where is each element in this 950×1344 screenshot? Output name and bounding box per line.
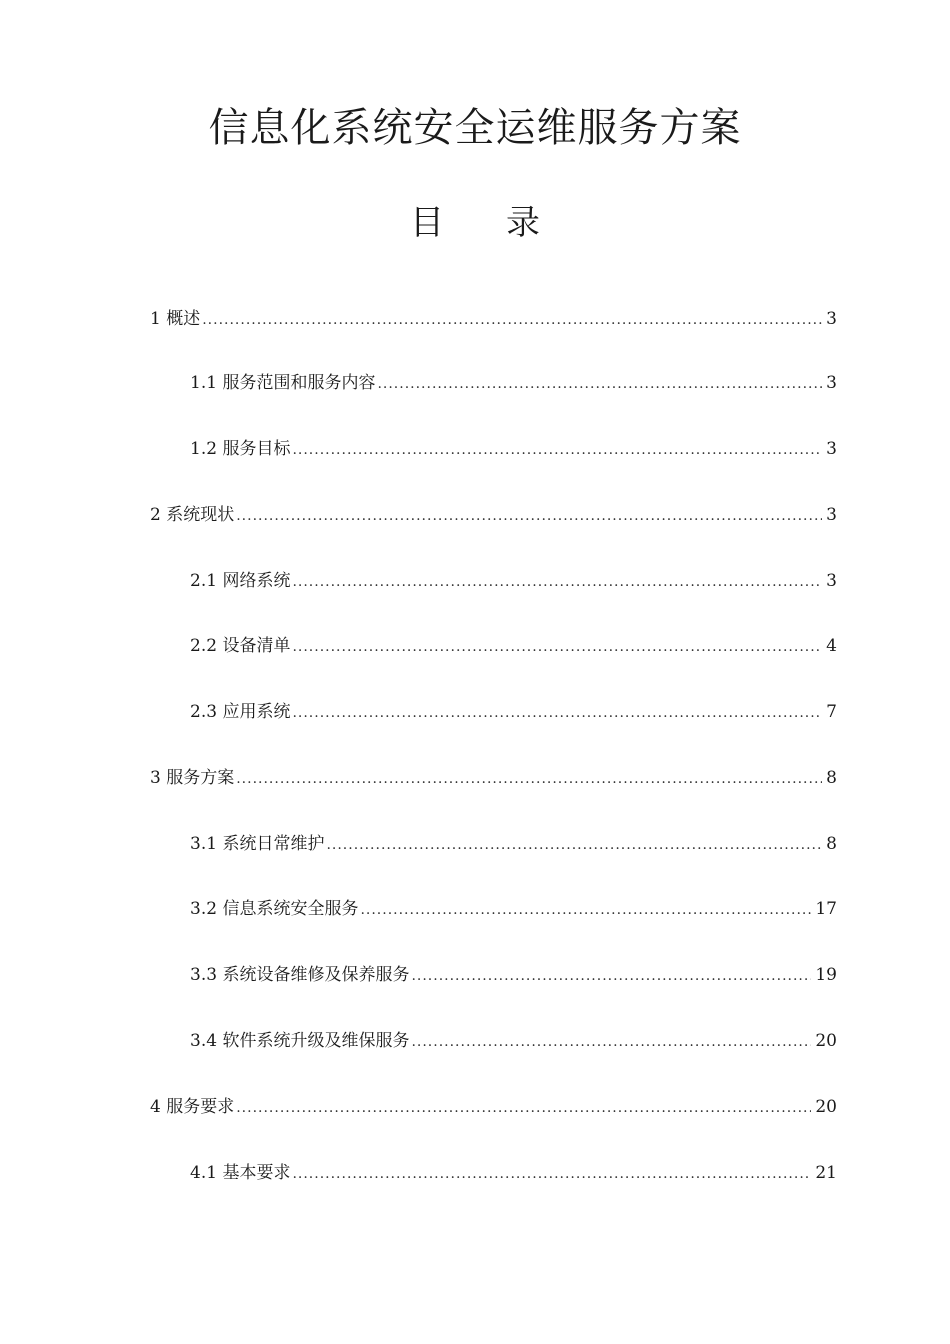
toc-entry-label: 1.2 服务目标 bbox=[190, 439, 291, 459]
toc-entry-label: 1 概述 bbox=[150, 309, 201, 329]
toc-heading bbox=[0, 200, 950, 246]
toc-leader bbox=[292, 701, 822, 725]
toc-entry-page: 3 bbox=[826, 571, 837, 591]
toc-entry-page: 8 bbox=[826, 834, 837, 854]
toc-entry-page: 8 bbox=[826, 768, 837, 788]
toc-leader bbox=[411, 964, 811, 988]
toc-leader bbox=[236, 1096, 811, 1120]
toc-leader bbox=[360, 898, 811, 922]
toc-leader bbox=[411, 1030, 811, 1054]
toc-entry-label: 2.1 网络系统 bbox=[190, 571, 291, 591]
toc-entry[interactable] bbox=[190, 700, 837, 725]
toc-leader bbox=[326, 833, 822, 857]
toc-entry-label: 3.2 信息系统安全服务 bbox=[190, 899, 359, 919]
toc-entry-page: 3 bbox=[826, 309, 837, 329]
toc-leader bbox=[292, 635, 822, 659]
toc-entry[interactable] bbox=[190, 569, 837, 594]
toc-leader bbox=[202, 308, 822, 332]
toc-entry[interactable] bbox=[150, 766, 837, 791]
toc-entry[interactable] bbox=[190, 371, 837, 396]
document-title: 信息化系统安全运维服务方案 bbox=[208, 105, 742, 151]
toc-entry[interactable] bbox=[150, 307, 837, 332]
toc-entry-label: 1.1 服务范围和服务内容 bbox=[190, 373, 376, 393]
toc-entry-page: 4 bbox=[826, 636, 837, 656]
toc-entry-page: 3 bbox=[826, 439, 837, 459]
toc-entry[interactable] bbox=[150, 1095, 837, 1120]
toc-entry-label: 2.2 设备清单 bbox=[190, 636, 291, 656]
toc-entry[interactable] bbox=[190, 437, 837, 462]
toc-entry[interactable] bbox=[190, 897, 837, 922]
toc-entry-label: 3 服务方案 bbox=[150, 768, 235, 788]
toc-entry-label: 3.1 系统日常维护 bbox=[190, 834, 325, 854]
toc-entry-page: 21 bbox=[815, 1163, 837, 1183]
toc-entry-page: 20 bbox=[815, 1031, 837, 1051]
toc-entry-label: 2 系统现状 bbox=[150, 505, 235, 525]
toc-leader bbox=[292, 1162, 811, 1186]
toc-entry[interactable] bbox=[190, 832, 837, 857]
toc-leader bbox=[292, 438, 822, 462]
toc-entry-label: 4 服务要求 bbox=[150, 1097, 235, 1117]
toc-entry[interactable] bbox=[190, 1029, 837, 1054]
toc-heading-left: 目 bbox=[410, 203, 444, 243]
toc-leader bbox=[377, 372, 822, 396]
toc-entry-page: 7 bbox=[826, 702, 837, 722]
toc-entry-page: 17 bbox=[815, 899, 837, 919]
toc-entry-label: 4.1 基本要求 bbox=[190, 1163, 291, 1183]
toc-leader bbox=[236, 504, 822, 528]
toc-entry-label: 2.3 应用系统 bbox=[190, 702, 291, 722]
toc-entry[interactable] bbox=[190, 634, 837, 659]
toc-entry[interactable] bbox=[190, 963, 837, 988]
toc-entry[interactable] bbox=[190, 1161, 837, 1186]
toc-heading-right: 录 bbox=[506, 203, 540, 243]
toc-entry-page: 3 bbox=[826, 373, 837, 393]
toc-entry-page: 20 bbox=[815, 1097, 837, 1117]
toc-leader bbox=[236, 767, 822, 791]
toc-entry[interactable] bbox=[150, 503, 837, 528]
toc-leader bbox=[292, 570, 822, 594]
toc-entry-page: 3 bbox=[826, 505, 837, 525]
toc-entry-label: 3.4 软件系统升级及维保服务 bbox=[190, 1031, 410, 1051]
toc-entry-label: 3.3 系统设备维修及保养服务 bbox=[190, 965, 410, 985]
toc-entry-page: 19 bbox=[815, 965, 837, 985]
